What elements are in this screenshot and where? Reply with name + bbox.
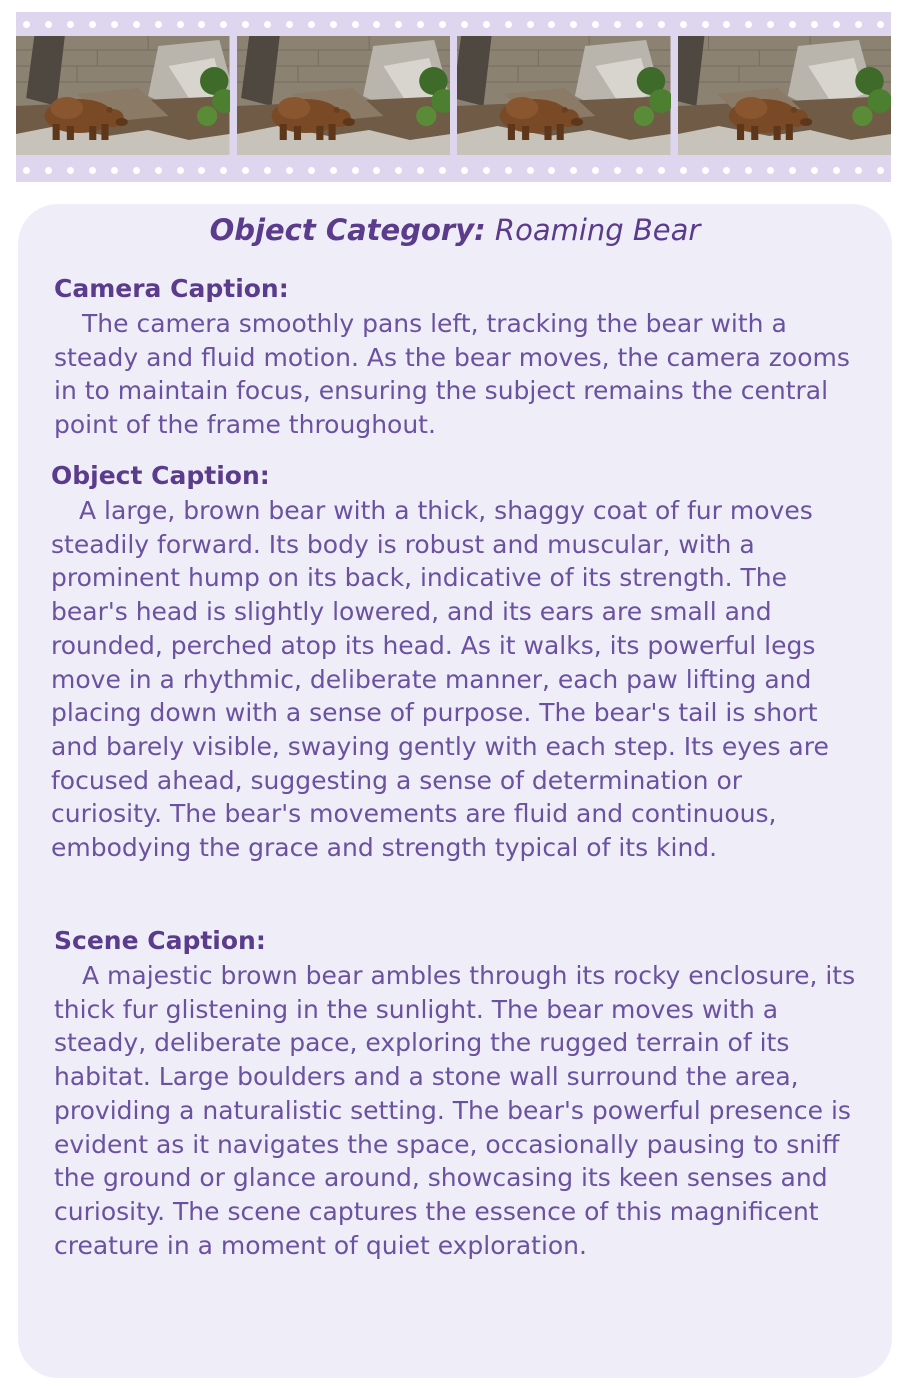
perforation-hole — [177, 21, 184, 28]
perforation-hole — [308, 167, 315, 174]
scene-caption-heading: Scene Caption: — [54, 926, 266, 955]
perforation-hole — [111, 167, 118, 174]
perforation-hole — [592, 167, 599, 174]
perforation-hole — [264, 167, 271, 174]
perforation-hole — [198, 167, 205, 174]
perforation-hole — [264, 21, 271, 28]
bear-scene-image — [16, 36, 230, 155]
perforation-hole — [373, 167, 380, 174]
perforation-hole — [877, 21, 884, 28]
perforation-hole — [133, 21, 140, 28]
perforation-hole — [242, 21, 249, 28]
perforation-hole — [352, 167, 359, 174]
perforation-hole — [702, 167, 709, 174]
perforation-hole — [373, 21, 380, 28]
perforation-hole — [395, 167, 402, 174]
bear-scene-image — [678, 36, 892, 155]
video-frame-3 — [457, 36, 671, 155]
perforation-hole — [505, 167, 512, 174]
perforation-hole — [680, 21, 687, 28]
perforation-hole — [308, 21, 315, 28]
video-frame-2 — [237, 36, 451, 155]
perforation-hole — [658, 21, 665, 28]
perforation-hole — [702, 21, 709, 28]
perforation-hole — [723, 167, 730, 174]
bear-scene-image — [457, 36, 671, 155]
scene-caption-section — [54, 925, 864, 1262]
video-frame-4 — [678, 36, 892, 155]
perforation-hole — [89, 167, 96, 174]
perforation-hole — [723, 21, 730, 28]
perforation-hole — [658, 167, 665, 174]
perforation-hole — [592, 21, 599, 28]
perforation-hole — [417, 167, 424, 174]
perforation-hole — [45, 21, 52, 28]
object-category — [18, 212, 892, 248]
perforation-hole — [67, 167, 74, 174]
perforation-hole — [177, 167, 184, 174]
perforation-hole — [745, 167, 752, 174]
perforation-hole — [789, 167, 796, 174]
perforation-hole — [198, 21, 205, 28]
perforation-hole — [527, 167, 534, 174]
perforation-hole — [636, 167, 643, 174]
object-caption-heading: Object Caption: — [51, 461, 270, 490]
perforation-hole — [23, 21, 30, 28]
perforation-hole — [45, 167, 52, 174]
perforation-hole — [833, 21, 840, 28]
camera-caption-section — [54, 273, 854, 442]
bear-scene-image — [237, 36, 451, 155]
perforation-row-top — [16, 12, 891, 36]
object-caption-section — [51, 460, 861, 865]
perforation-hole — [811, 167, 818, 174]
perforation-hole — [877, 167, 884, 174]
perforation-hole — [745, 21, 752, 28]
perforation-hole — [330, 167, 337, 174]
video-frame-1 — [16, 36, 230, 155]
scene-caption-text: A majestic brown bear ambles through its rocky enclosure, its thick fur glistening in the sunlight. The bear moves with a steady, deliberate pace, exploring the rugged terrain of its habitat. Large boulders and a stone wall surround the area, providing a naturalistic setting. The bear's powerful presence is evident as it navigates the space, occasionally pausing to sniff the ground or glance around, showcasing its keen senses and curiosity. The scene captures the essence of this magnificent creature in a moment of quiet exploration. — [54, 961, 856, 1260]
perforation-hole — [439, 167, 446, 174]
perforation-hole — [133, 167, 140, 174]
perforation-hole — [680, 167, 687, 174]
perforation-hole — [220, 167, 227, 174]
perforation-hole — [461, 21, 468, 28]
perforation-hole — [352, 21, 359, 28]
perforation-hole — [483, 167, 490, 174]
perforation-hole — [23, 167, 30, 174]
perforation-hole — [439, 21, 446, 28]
perforation-hole — [548, 21, 555, 28]
perforation-hole — [220, 21, 227, 28]
perforation-hole — [570, 167, 577, 174]
perforation-hole — [789, 21, 796, 28]
perforation-hole — [461, 167, 468, 174]
perforation-row-bottom — [16, 158, 891, 182]
perforation-hole — [505, 21, 512, 28]
category-label: Object Category: — [209, 213, 486, 247]
perforation-hole — [111, 21, 118, 28]
camera-caption-text: The camera smoothly pans left, tracking the bear with a steady and fluid motion. As the bear moves, the camera zooms in to maintain focus, ensuring the subject remains the central point of the frame throughout. — [54, 309, 850, 440]
perforation-hole — [636, 21, 643, 28]
object-caption-text: A large, brown bear with a thick, shaggy coat of fur moves steadily forward. Its body is robust and muscular, with a prominent hump on its back, indicative of its strength. The bear's head is slightly lowered, and its ears are small and rounded, perched atop its head. As it walks, its powerful legs move in a rhythmic, deliberate manner, each paw lifting and placing down with a sense of purpose. The bear's tail is short and barely visible, swaying gently with each step. Its eyes are focused ahead, suggesting a sense of determination or curiosity. The bear's movements are fluid and continuous, embodying the grace and strength typical of its kind. — [51, 496, 829, 863]
perforation-hole — [286, 21, 293, 28]
perforation-hole — [767, 167, 774, 174]
film-strip — [16, 12, 891, 182]
perforation-hole — [527, 21, 534, 28]
perforation-hole — [811, 21, 818, 28]
perforation-hole — [767, 21, 774, 28]
perforation-hole — [242, 167, 249, 174]
perforation-hole — [155, 21, 162, 28]
perforation-hole — [395, 21, 402, 28]
perforation-hole — [417, 21, 424, 28]
perforation-hole — [833, 167, 840, 174]
perforation-hole — [614, 21, 621, 28]
perforation-hole — [89, 21, 96, 28]
perforation-hole — [155, 167, 162, 174]
perforation-hole — [570, 21, 577, 28]
perforation-hole — [483, 21, 490, 28]
perforation-hole — [855, 167, 862, 174]
perforation-hole — [548, 167, 555, 174]
camera-caption-heading: Camera Caption: — [54, 274, 289, 303]
perforation-hole — [67, 21, 74, 28]
perforation-hole — [286, 167, 293, 174]
perforation-hole — [614, 167, 621, 174]
perforation-hole — [855, 21, 862, 28]
frames-row — [16, 36, 891, 155]
perforation-hole — [330, 21, 337, 28]
caption-panel — [18, 204, 892, 1378]
category-value: Roaming Bear — [494, 213, 701, 247]
